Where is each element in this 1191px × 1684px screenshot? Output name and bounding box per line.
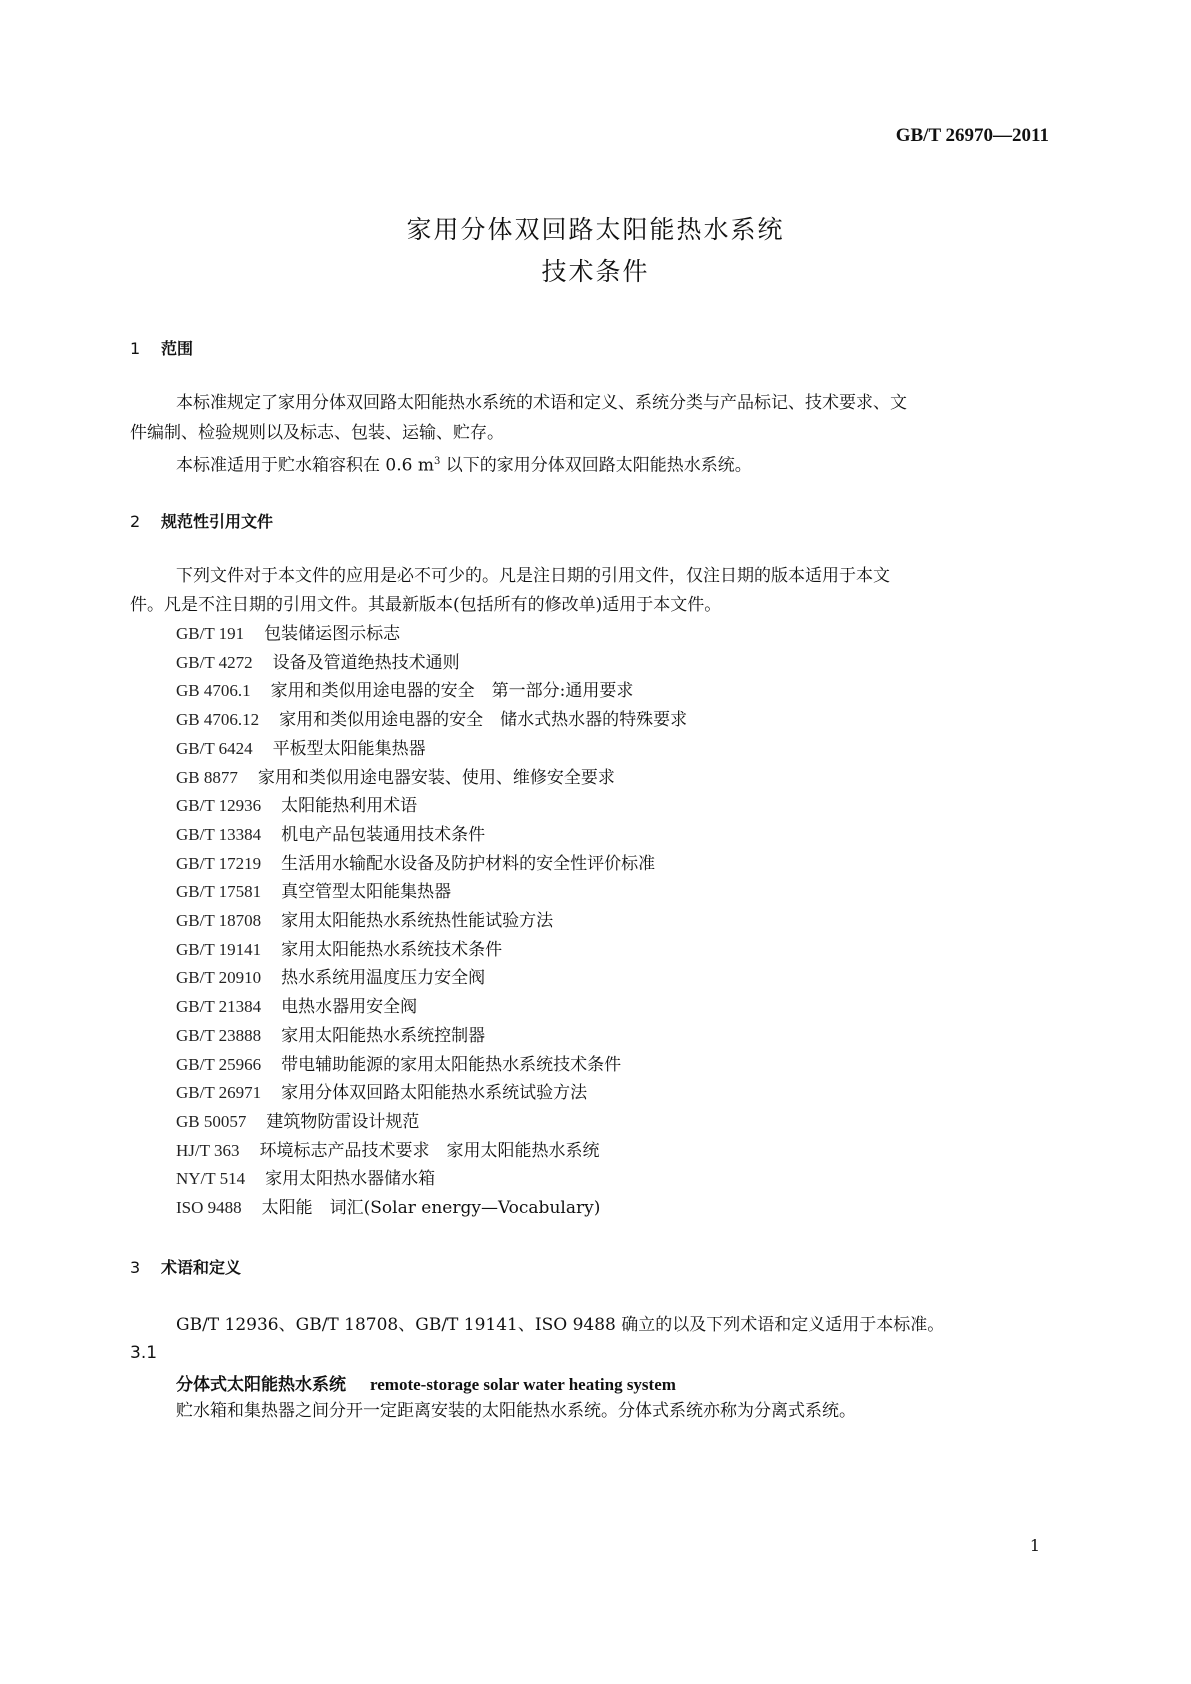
reference-item <box>176 877 451 907</box>
reference-item <box>176 1193 600 1223</box>
reference-item <box>176 619 400 649</box>
reference-code: GB/T 21384 <box>176 997 262 1017</box>
reference-item <box>176 906 553 936</box>
reference-code: GB/T 12936 <box>176 796 262 816</box>
reference-item <box>176 648 460 678</box>
reference-code: NY/T 514 <box>176 1169 246 1189</box>
paragraph-line: 件。凡是不注日期的引用文件。其最新版本(包括所有的修改单)适用于本文件。 <box>130 595 722 615</box>
reference-code: GB/T 20910 <box>176 968 262 988</box>
reference-code: GB/T 19141 <box>176 939 262 959</box>
reference-title: 家用太阳能热水系统控制器 <box>281 1025 486 1046</box>
section-1-heading <box>130 336 193 359</box>
reference-title: 包装储运图示标志 <box>264 624 401 644</box>
reference-title: 建筑物防雷设计规范 <box>266 1111 420 1132</box>
section-3-heading <box>130 1255 241 1278</box>
paragraph-text: 以下的家用分体双回路太阳能热水系统。 <box>440 455 752 476</box>
reference-title: 家用分体双回路太阳能热水系统试验方法 <box>281 1083 588 1104</box>
reference-code: GB/T 17219 <box>176 853 262 873</box>
reference-title: 家用和类似用途电器的安全 第一部分:通用要求 <box>270 681 634 702</box>
reference-code: GB/T 6424 <box>176 738 253 758</box>
terms-intro: GB/T 12936、GB/T 18708、GB/T 19141、ISO 9488 确立的以及下列术语和定义适用于本标准。 <box>176 1315 945 1335</box>
section-title: 规范性引用文件 <box>161 512 274 531</box>
reference-title: 家用太阳热水器储水箱 <box>265 1169 436 1190</box>
reference-item <box>176 1107 419 1137</box>
reference-title: 环境标志产品技术要求 家用太阳能热水系统 <box>259 1140 600 1161</box>
section-number: 1 <box>130 339 141 358</box>
reference-item <box>176 1078 587 1108</box>
reference-code: GB/T 18708 <box>176 911 262 930</box>
paragraph-line: 件编制、检验规则以及标志、包装、运输、贮存。 <box>130 423 504 443</box>
reference-code: GB/T 23888 <box>176 1025 262 1045</box>
reference-title: 家用太阳能热水系统热性能试验方法 <box>281 911 554 931</box>
reference-title: 设备及管道绝热技术通则 <box>272 652 460 673</box>
reference-title: 家用和类似用途电器的安全 储水式热水器的特殊要求 <box>279 710 688 731</box>
reference-code: GB 4706.1 <box>176 681 251 701</box>
term-definition: 贮水箱和集热器之间分开一定距离安装的太阳能热水系统。分体式系统亦称为分离式系统。 <box>176 1401 856 1421</box>
reference-item <box>176 935 502 965</box>
superscript: 3 <box>433 456 441 467</box>
reference-title: 家用太阳能热水系统技术条件 <box>281 939 503 960</box>
reference-code: GB/T 26971 <box>176 1083 262 1103</box>
reference-code: GB/T 4272 <box>176 652 253 672</box>
section-2-heading <box>130 509 273 532</box>
document-title-line1: 家用分体双回路太阳能热水系统 <box>406 215 785 244</box>
clause-number: 3.1 <box>130 1343 158 1363</box>
paragraph-text: 本标准适用于贮水箱容积在 0.6 m <box>176 455 434 476</box>
reference-item <box>176 849 655 879</box>
reference-title: 带电辅助能源的家用太阳能热水系统技术条件 <box>281 1054 622 1075</box>
reference-code: GB 8877 <box>176 767 238 787</box>
reference-item <box>176 1021 485 1051</box>
scope-paragraph <box>176 447 752 481</box>
standard-number: GB/T 26970—2011 <box>895 125 1049 146</box>
reference-title: 电热水器用安全阀 <box>281 997 418 1018</box>
reference-item <box>176 1164 435 1194</box>
reference-title: 真空管型太阳能集热器 <box>281 882 452 903</box>
reference-item <box>176 734 426 764</box>
section-number: 2 <box>130 512 141 531</box>
reference-item <box>176 791 417 821</box>
section-title: 术语和定义 <box>161 1258 242 1277</box>
reference-item <box>176 992 417 1022</box>
reference-code: ISO 9488 <box>176 1198 242 1217</box>
reference-title: 家用和类似用途电器安装、使用、维修安全要求 <box>257 767 615 788</box>
reference-title: 太阳能 词汇(Solar energy—Vocabulary) <box>261 1198 601 1218</box>
section-title: 范围 <box>161 339 194 358</box>
reference-item <box>176 963 485 993</box>
term-chinese: 分体式太阳能热水系统 <box>176 1375 346 1395</box>
document-title-line2: 技术条件 <box>541 257 650 286</box>
section-number: 3 <box>130 1258 141 1277</box>
paragraph-line: 本标准规定了家用分体双回路太阳能热水系统的术语和定义、系统分类与产品标记、技术要求、文 <box>176 393 907 413</box>
reference-item <box>176 1050 621 1080</box>
reference-code: GB/T 191 <box>176 624 245 643</box>
reference-code: GB/T 13384 <box>176 824 262 844</box>
reference-code: GB 4706.12 <box>176 710 260 730</box>
reference-item <box>176 705 687 735</box>
reference-title: 太阳能热利用术语 <box>281 796 418 817</box>
paragraph-line: 下列文件对于本文件的应用是必不可少的。凡是注日期的引用文件，仅注日期的版本适用于本文 <box>176 566 890 586</box>
term-entry <box>176 1370 676 1395</box>
reference-title: 平板型太阳能集热器 <box>272 738 426 759</box>
reference-title: 生活用水输配水设备及防护材料的安全性评价标准 <box>281 853 656 874</box>
page-number: 1 <box>1029 1536 1040 1555</box>
reference-code: GB 50057 <box>176 1111 247 1131</box>
term-english: remote-storage solar water heating system <box>370 1375 676 1394</box>
reference-code: HJ/T 363 <box>176 1140 240 1160</box>
reference-item <box>176 1136 599 1166</box>
reference-item <box>176 820 485 850</box>
reference-title: 热水系统用温度压力安全阀 <box>281 968 486 989</box>
reference-item <box>176 676 633 706</box>
reference-code: GB/T 17581 <box>176 882 262 902</box>
reference-code: GB/T 25966 <box>176 1054 262 1074</box>
reference-title: 机电产品包装通用技术条件 <box>281 824 486 845</box>
reference-item <box>176 763 615 793</box>
